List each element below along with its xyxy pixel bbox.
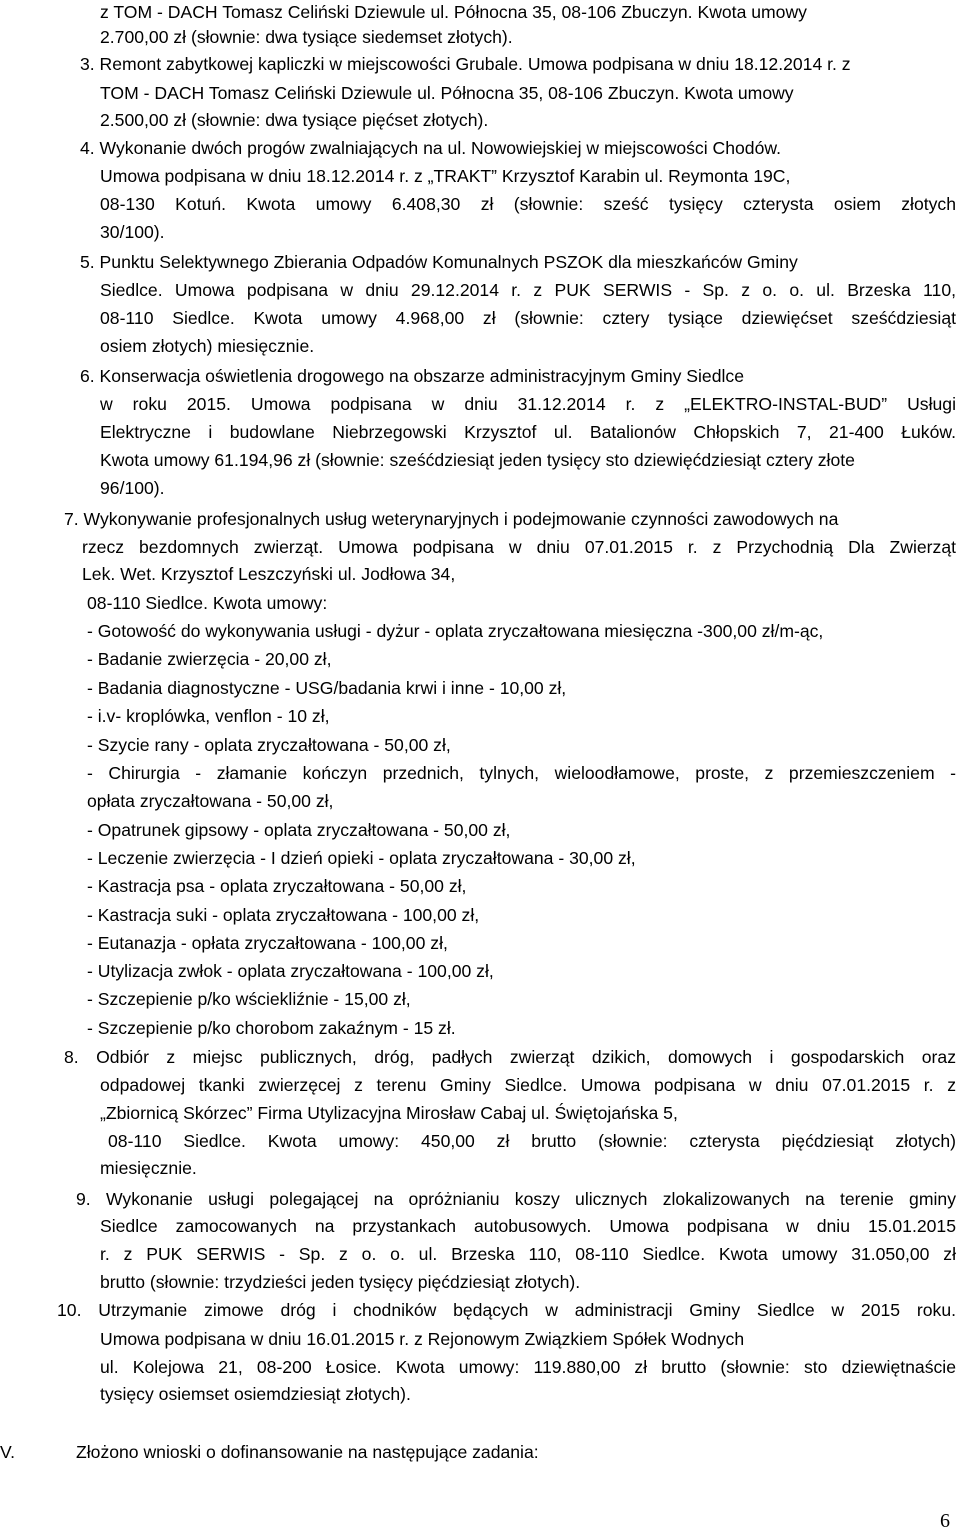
text-line: 08-110 Siedlce. Kwota umowy: 450,00 zł brutto (słownie: czterysta pięćdziesiąt złotych) <box>108 1131 956 1151</box>
text-line: tysięcy osiemset osiemdziesiąt złotych). <box>100 1384 411 1404</box>
text-line: 2.700,00 zł (słownie: dwa tysiące siedemset złotych). <box>100 27 513 47</box>
text-line: - i.v- kroplówka, venflon - 10 zł, <box>87 706 330 726</box>
text-line: odpadowej tkanki zwierzęcej z terenu Gminy Siedlce. Umowa podpisana w dniu 07.01.2015 r. z <box>100 1075 956 1095</box>
text-line: 8. Odbiór z miejsc publicznych, dróg, padłych zwierząt dzikich, domowych i gospodarskich oraz <box>64 1047 956 1067</box>
text-line: - Eutanazja - opłata zryczałtowana - 100,00 zł, <box>87 933 448 953</box>
text-line: opłata zryczałtowana - 50,00 zł, <box>87 791 334 811</box>
text-line: „Zbiornicą Skórzec” Firma Utylizacyjna Mirosław Cabaj ul. Świętojańska 5, <box>100 1103 678 1123</box>
text-line: w roku 2015. Umowa podpisana w dniu 31.12.2014 r. z „ELEKTRO-INSTAL-BUD” Usługi <box>100 394 956 414</box>
text-line: - Kastracja suki - oplata zryczałtowana - 100,00 zł, <box>87 905 480 925</box>
text-line: TOM - DACH Tomasz Celiński Dziewule ul. Północna 35, 08-106 Zbuczyn. Kwota umowy <box>100 83 794 103</box>
text-line: 4. Wykonanie dwóch progów zwalniających na ul. Nowowiejskiej w miejscowości Chodów. <box>80 138 781 158</box>
text-line: 6. Konserwacja oświetlenia drogowego na obszarze administracyjnym Gminy Siedlce <box>80 366 744 386</box>
text-line: osiem złotych) miesięcznie. <box>100 336 315 356</box>
text-line: - Badania diagnostyczne - USG/badania krwi i inne - 10,00 zł, <box>87 678 567 698</box>
text-line: 08-110 Siedlce. Kwota umowy 4.968,00 zł (słownie: cztery tysiące dziewięćset sześćdziesiąt <box>100 308 956 328</box>
text-line: - Leczenie zwierzęcia - I dzień opieki - oplata zryczałtowana - 30,00 zł, <box>87 848 636 868</box>
text-line: Kwota umowy 61.194,96 zł (słownie: sześćdziesiąt jeden tysięcy sto dziewięćdziesiąt cztery złote <box>100 450 855 470</box>
text-line: 10. Utrzymanie zimowe dróg i chodników będących w administracji Gminy Siedlce w 2015 roku. <box>57 1300 956 1320</box>
text-line: 9. Wykonanie usługi polegającej na opróżnianiu koszy ulicznych zlokalizowanych na terenie gminy <box>76 1189 956 1209</box>
text-line: z TOM - DACH Tomasz Celiński Dziewule ul. Północna 35, 08-106 Zbuczyn. Kwota umowy <box>100 2 807 22</box>
section-heading: Złożono wnioski o dofinansowanie na następujące zadania: <box>76 1442 539 1462</box>
text-line: rzecz bezdomnych zwierząt. Umowa podpisana w dniu 07.01.2015 r. z Przychodnią Dla Zwierząt <box>82 537 956 557</box>
text-line: 96/100). <box>100 478 165 498</box>
text-line: 2.500,00 zł (słownie: dwa tysiące pięćset złotych). <box>100 110 489 130</box>
text-line: Lek. Wet. Krzysztof Leszczyński ul. Jodłowa 34, <box>82 564 456 584</box>
text-line: brutto (słownie: trzydzieści jeden tysięcy pięćdziesiąt złotych). <box>100 1272 581 1292</box>
text-line: ul. Kolejowa 21, 08-200 Łosice. Kwota umowy: 119.880,00 zł brutto (słownie: sto dziewiętnaście <box>100 1357 956 1377</box>
text-line: Elektryczne i budowlane Niebrzegowski Krzysztof ul. Batalionów Chłopskich 7, 21-400 Łuków. <box>100 422 956 442</box>
text-line: - Badanie zwierzęcia - 20,00 zł, <box>87 649 332 669</box>
section-number: V. <box>0 1442 16 1462</box>
text-line: 30/100). <box>100 222 165 242</box>
text-line: 08-110 Siedlce. Kwota umowy: <box>87 593 328 613</box>
text-line: 5. Punktu Selektywnego Zbierania Odpadów Komunalnych PSZOK dla mieszkańców Gminy <box>80 252 798 272</box>
text-line: - Gotowość do wykonywania usługi - dyżur - oplata zryczałtowana miesięczna -300,00 zł/m-ąc, <box>87 621 824 641</box>
text-line: - Chirurgia - złamanie kończyn przednich, tylnych, wieloodłamowe, proste, z przemieszczeniem - <box>87 763 956 783</box>
page-number: 6 <box>940 1510 950 1532</box>
text-line: 08-130 Kotuń. Kwota umowy 6.408,30 zł (słownie: sześć tysięcy czterysta osiem złotych <box>100 194 956 214</box>
text-line: - Szczepienie p/ko wściekliźnie - 15,00 zł, <box>87 989 411 1009</box>
text-line: - Opatrunek gipsowy - oplata zryczałtowana - 50,00 zł, <box>87 820 511 840</box>
text-line: Siedlce. Umowa podpisana w dniu 29.12.2014 r. z PUK SERWIS - Sp. z o. o. ul. Brzeska 110, <box>100 280 956 300</box>
text-line: Siedlce zamocowanych na przystankach autobusowych. Umowa podpisana w dniu 15.01.2015 <box>100 1216 956 1236</box>
text-line: - Szczepienie p/ko chorobom zakaźnym - 15 zł. <box>87 1018 456 1038</box>
text-line: - Utylizacja zwłok - oplata zryczałtowana - 100,00 zł, <box>87 961 494 981</box>
text-line: 7. Wykonywanie profesjonalnych usług weterynaryjnych i podejmowanie czynności zawodowych na <box>64 509 839 529</box>
text-line: miesięcznie. <box>100 1158 197 1178</box>
text-line: r. z PUK SERWIS - Sp. z o. o. ul. Brzeska 110, 08-110 Siedlce. Kwota umowy 31.050,00 zł <box>100 1244 956 1264</box>
text-line: - Szycie rany - oplata zryczałtowana - 50,00 zł, <box>87 735 451 755</box>
text-line: - Kastracja psa - oplata zryczałtowana - 50,00 zł, <box>87 876 467 896</box>
text-line: 3. Remont zabytkowej kapliczki w miejscowości Grubale. Umowa podpisana w dniu 18.12.2014 r. z <box>80 54 851 74</box>
text-line: Umowa podpisana w dniu 18.12.2014 r. z „TRAKT” Krzysztof Karabin ul. Reymonta 19C, <box>100 166 791 186</box>
text-line: Umowa podpisana w dniu 16.01.2015 r. z Rejonowym Związkiem Spółek Wodnych <box>100 1329 745 1349</box>
